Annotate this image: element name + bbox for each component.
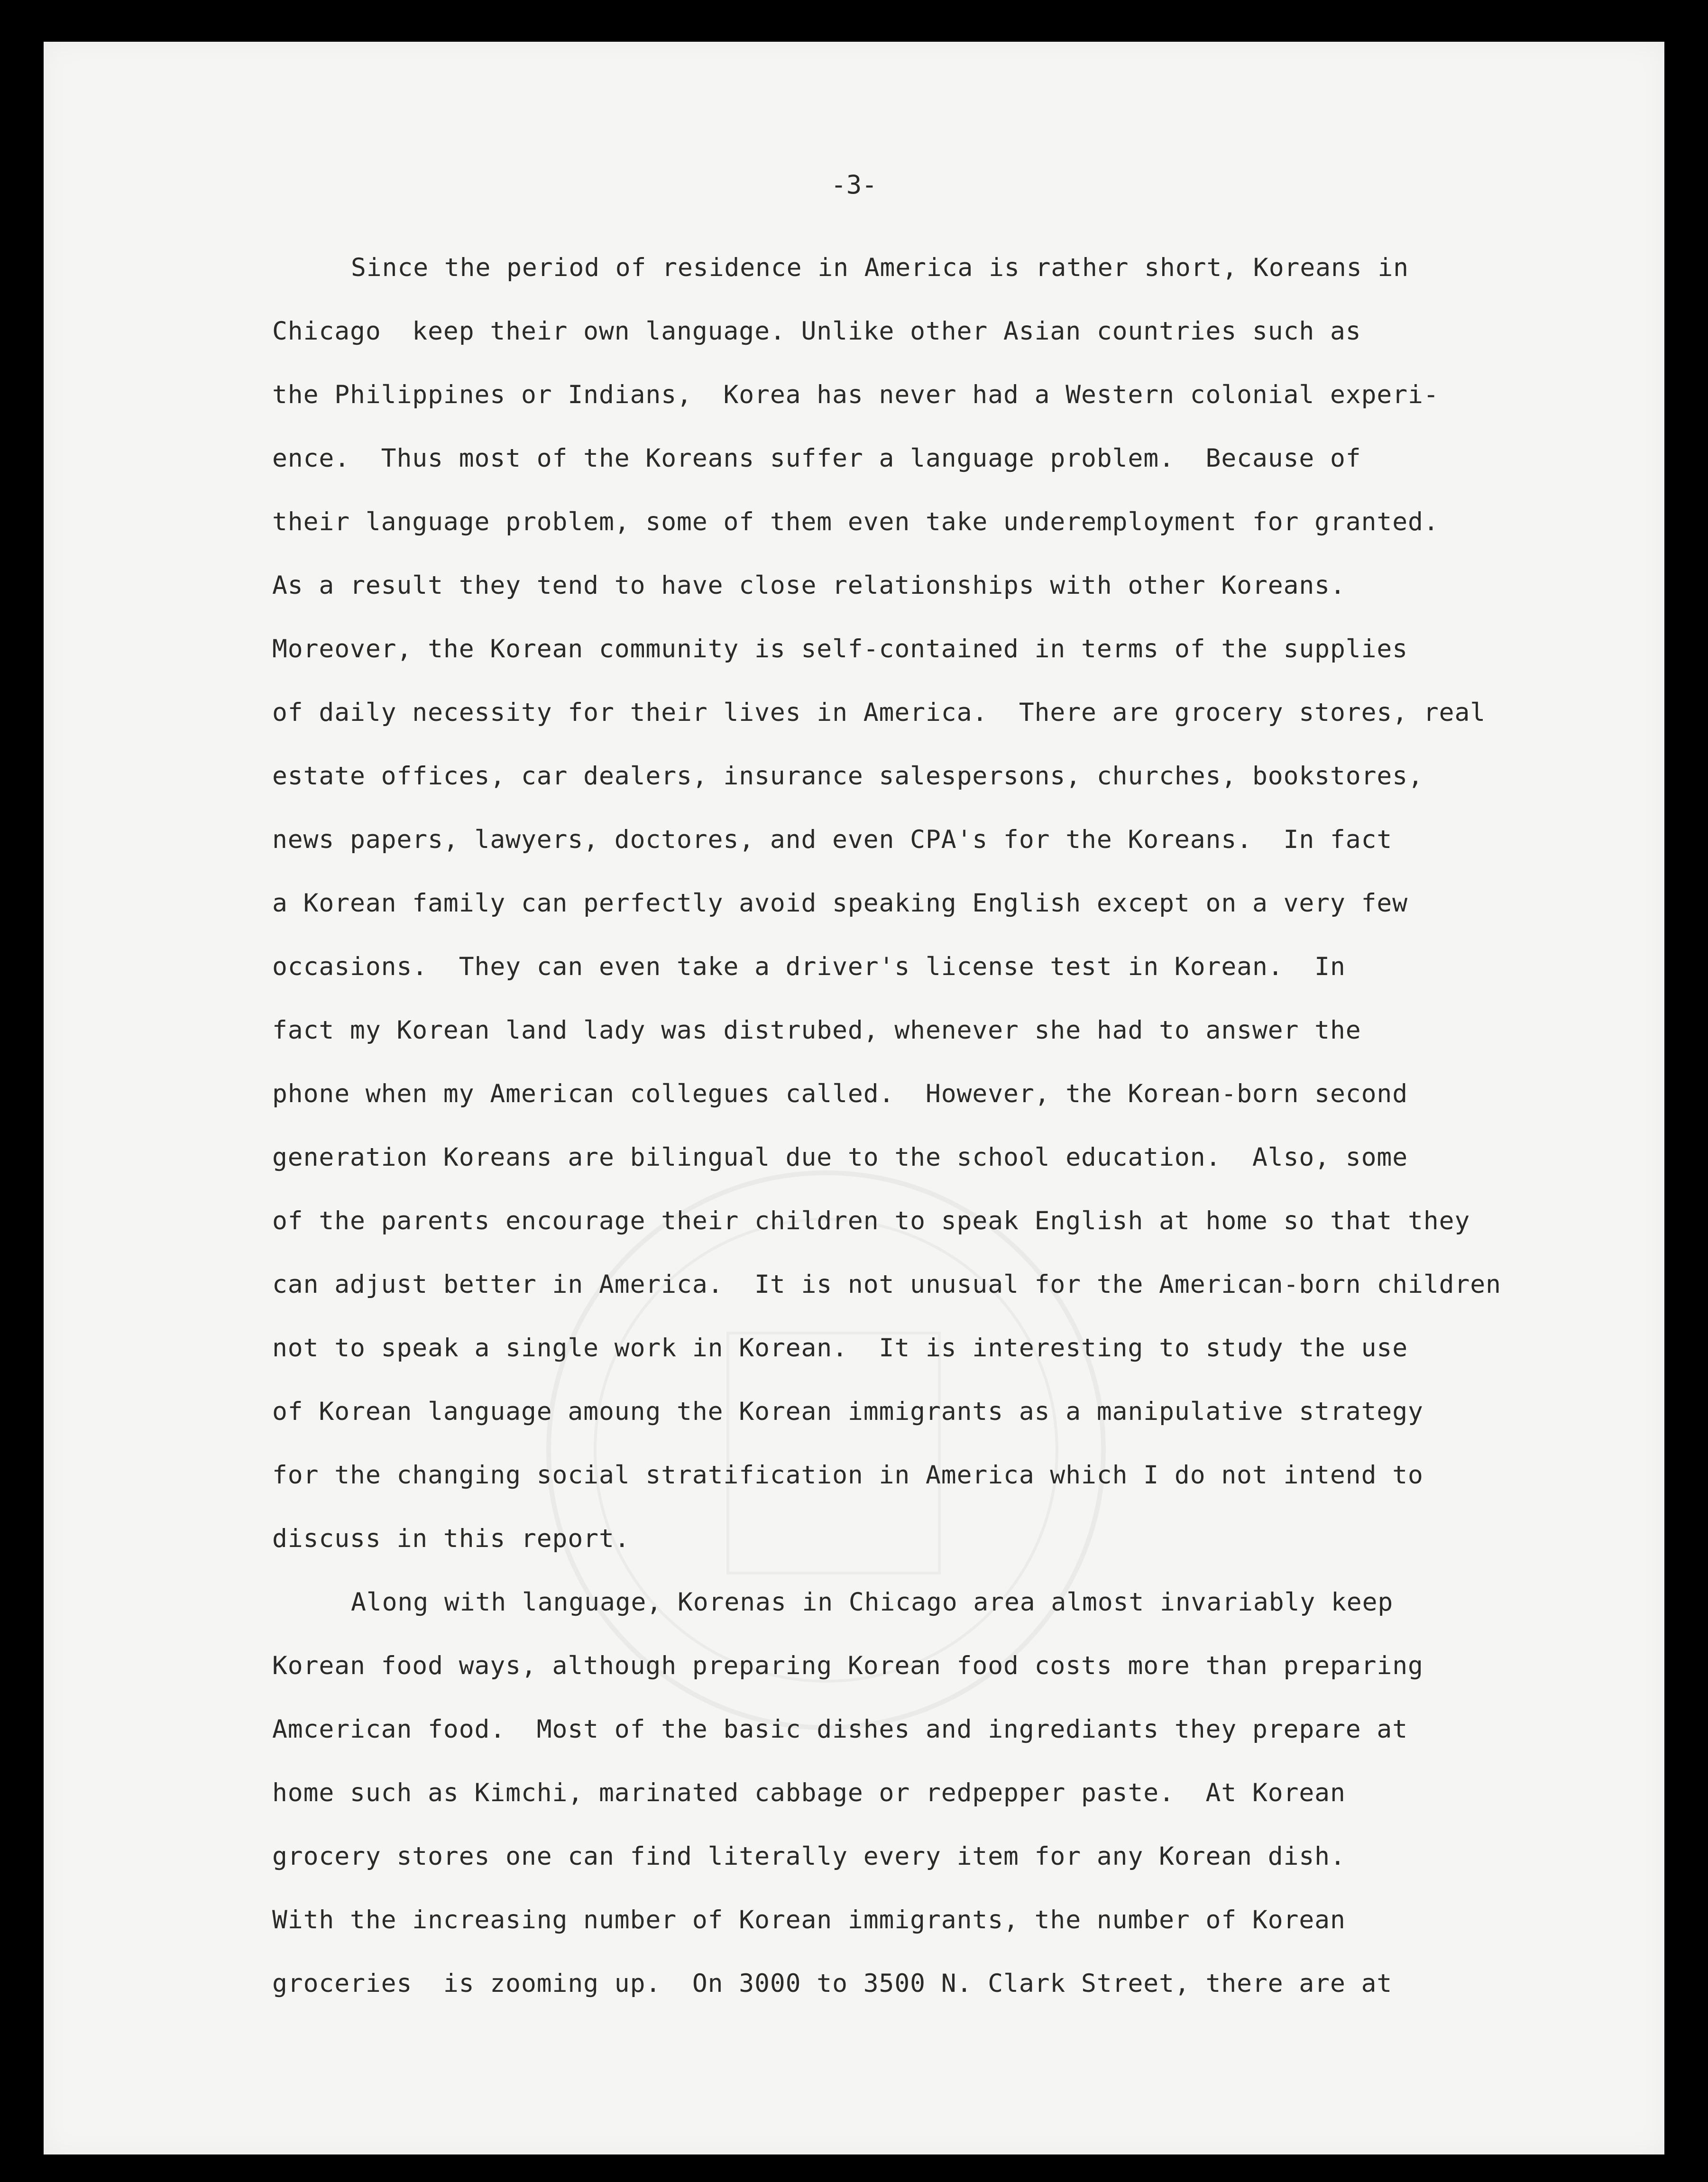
text-line-27: With the increasing number of Korean immigrants, the number of Korean (272, 1906, 1346, 1934)
text-line-2: Chicago keep their own language. Unlike other Asian countries such as (272, 317, 1361, 346)
text-line-26: grocery stores one can find literally every item for any Korean dish. (272, 1842, 1346, 1871)
text-line-13: fact my Korean land lady was distrubed, whenever she had to answer the (272, 1016, 1361, 1045)
text-line-23: Korean food ways, although preparing Korean food costs more than preparing (272, 1651, 1423, 1680)
text-line-10: news papers, lawyers, doctores, and even CPA's for the Koreans. In fact (272, 825, 1393, 854)
text-line-20: for the changing social stratification in America which I do not intend to (272, 1461, 1423, 1490)
text-line-18: not to speak a single work in Korean. It is interesting to study the use (272, 1334, 1408, 1363)
text-line-24: Amcerican food. Most of the basic dishes and ingrediants they prepare at (272, 1715, 1408, 1744)
text-line-4: ence. Thus most of the Koreans suffer a language problem. Because of (272, 444, 1361, 473)
text-line-6: As a result they tend to have close relationships with other Koreans. (272, 571, 1346, 600)
text-line-12: occasions. They can even take a driver's license test in Korean. In (272, 952, 1346, 981)
text-line-11: a Korean family can perfectly avoid speaking English except on a very few (272, 889, 1408, 918)
text-line-17: can adjust better in America. It is not unusual for the American-born children (272, 1270, 1501, 1299)
text-line-21: discuss in this report. (272, 1524, 630, 1553)
text-line-28: groceries is zooming up. On 3000 to 3500 N. Clark Street, there are at (272, 1969, 1393, 1998)
university-seal-watermark (546, 1170, 1106, 1730)
text-line-7: Moreover, the Korean community is self-contained in terms of the supplies (272, 635, 1408, 663)
text-line-3: the Philippines or Indians, Korea has never had a Western colonial experi- (272, 380, 1439, 409)
text-line-1: Since the period of residence in America is rather short, Koreans in (351, 253, 1409, 282)
page-number: -3- (831, 170, 877, 200)
text-line-16: of the parents encourage their children to speak English at home so that they (272, 1206, 1470, 1235)
text-line-9: estate offices, car dealers, insurance salespersons, churches, bookstores, (272, 762, 1423, 791)
text-line-15: generation Koreans are bilingual due to the school education. Also, some (272, 1143, 1408, 1172)
text-line-25: home such as Kimchi, marinated cabbage or redpepper paste. At Korean (272, 1778, 1346, 1807)
seal-shield-icon (726, 1332, 941, 1574)
text-line-19: of Korean language amoung the Korean immigrants as a manipulative strategy (272, 1397, 1423, 1426)
text-line-5: their language problem, some of them even take underemployment for granted. (272, 507, 1439, 536)
text-line-22: Along with language, Korenas in Chicago area almost invariably keep (351, 1588, 1394, 1617)
text-line-14: phone when my American collegues called. However, the Korean-born second (272, 1079, 1408, 1108)
text-line-8: of daily necessity for their lives in America. There are grocery stores, real (272, 698, 1486, 727)
